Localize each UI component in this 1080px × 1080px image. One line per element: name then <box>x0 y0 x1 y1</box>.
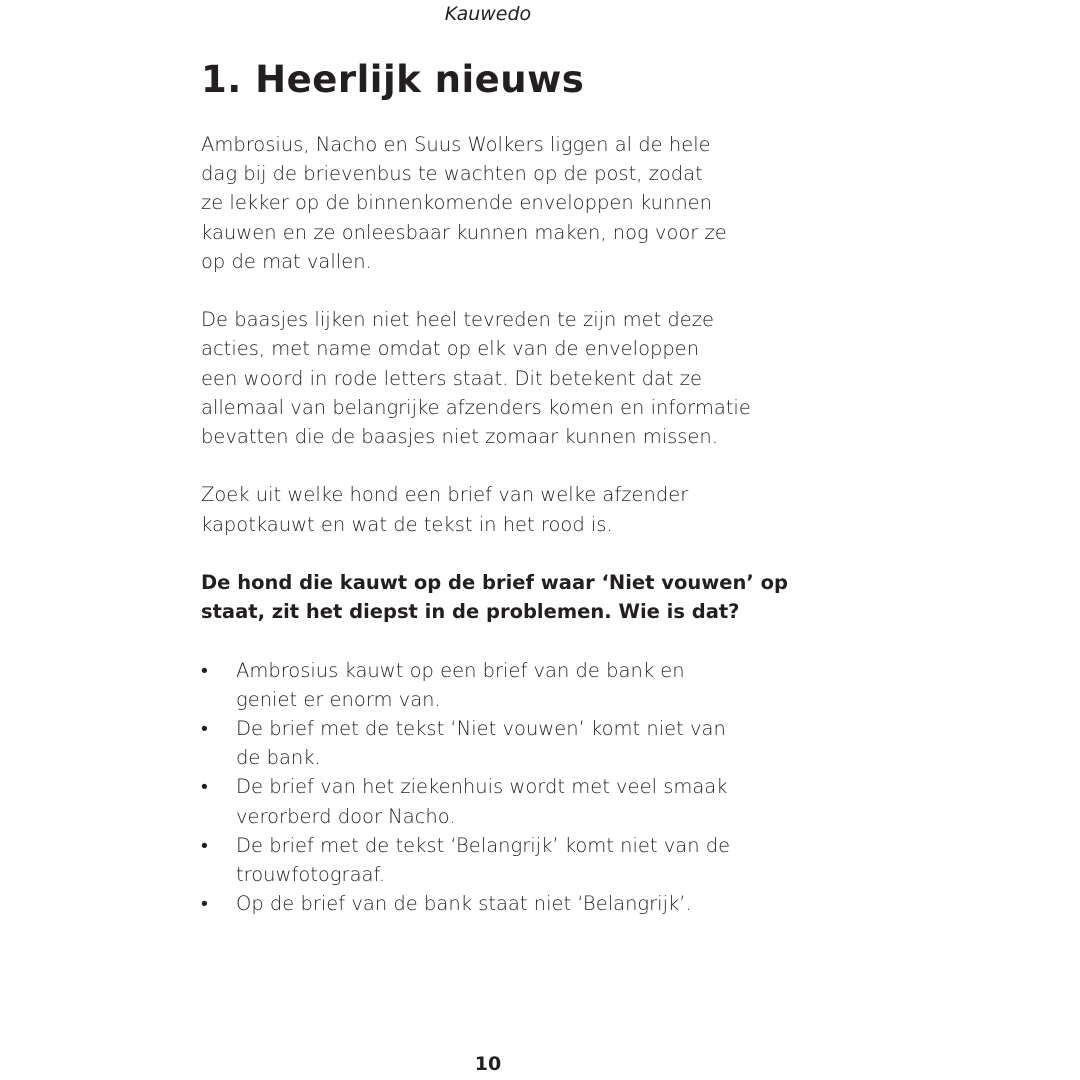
question-line: staat, zit het diepst in de problemen. Wie is dat? <box>201 600 740 624</box>
text-line: bevatten die de baasjes niet zomaar kunnen missen. <box>201 425 718 449</box>
bullet-icon: • <box>201 775 208 799</box>
chapter-title: 1. Heerlijk nieuws <box>201 58 585 101</box>
clue-list <box>201 656 801 919</box>
puzzle-question <box>201 568 801 626</box>
page-number: 10 <box>474 1053 502 1075</box>
running-head: Kauwedo <box>444 3 532 25</box>
clue-item <box>201 772 801 830</box>
bullet-icon: • <box>201 717 208 740</box>
text-line: Zoek uit welke hond een brief van welke afzender <box>201 483 689 507</box>
text-line: een woord in rode letters staat. Dit betekent dat ze <box>201 366 703 390</box>
text-line: op de mat vallen. <box>201 249 372 273</box>
clue-line: De brief van het ziekenhuis wordt met veel smaak <box>236 775 728 799</box>
body-text <box>201 130 801 918</box>
clue-item <box>201 656 801 714</box>
text-line: acties, met name omdat op elk van de enveloppen <box>201 337 700 361</box>
text-line: dag bij de brievenbus te wachten op de post, zodat <box>201 162 703 186</box>
clue-line: De brief met de tekst ‘Belangrijk’ komt niet van de <box>236 833 731 857</box>
task-paragraph <box>201 480 801 538</box>
question-line: De hond die kauwt op de brief waar ‘Niet vouwen’ op <box>201 571 788 594</box>
text-line: kapotkauwt en wat de tekst in het rood is. <box>201 512 613 536</box>
clue-line: de bank. <box>236 746 321 770</box>
text-line: Ambrosius, Nacho en Suus Wolkers liggen al de hele <box>201 133 711 156</box>
bullet-icon: • <box>201 833 208 857</box>
clue-line: Ambrosius kauwt op een brief van de bank en <box>236 658 685 682</box>
clue-item <box>201 831 801 889</box>
clue-item <box>201 889 801 918</box>
text-line: allemaal van belangrijke afzenders komen en informatie <box>201 395 751 419</box>
bullet-icon: • <box>201 892 208 916</box>
clue-line: verorberd door Nacho. <box>236 804 456 828</box>
context-paragraph <box>201 305 801 451</box>
clue-line: geniet er enorm van. <box>236 687 441 711</box>
clue-line: Op de brief van de bank staat niet ‘Belangrijk’. <box>236 892 692 916</box>
text-line: kauwen en ze onleesbaar kunnen maken, nog voor ze <box>201 220 727 244</box>
bullet-icon: • <box>201 658 208 682</box>
text-line: De baasjes lijken niet heel tevreden te zijn met deze <box>201 308 715 332</box>
text-line: ze lekker op de binnenkomende enveloppen kunnen <box>201 191 713 215</box>
clue-line: De brief met de tekst ‘Niet vouwen’ komt niet van <box>236 717 726 740</box>
clue-item <box>201 714 801 772</box>
clue-line: trouwfotograaf. <box>236 863 386 887</box>
intro-paragraph <box>201 130 801 276</box>
